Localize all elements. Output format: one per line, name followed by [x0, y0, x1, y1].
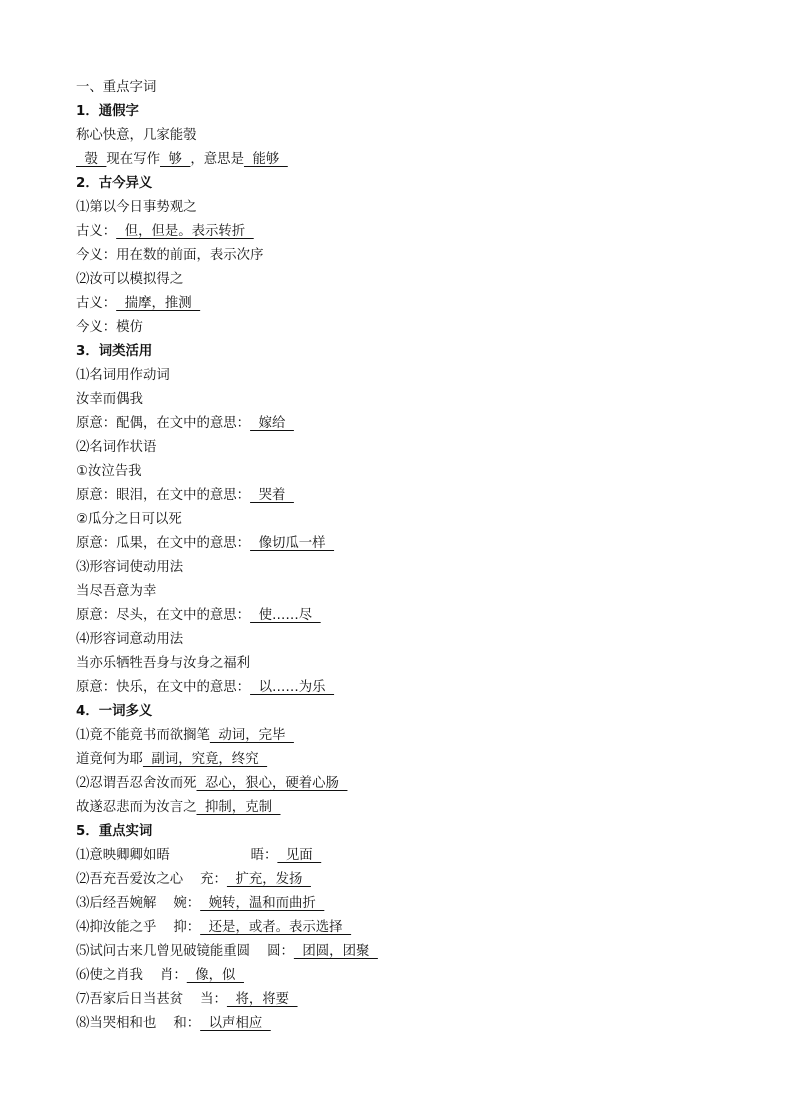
text-line [76, 292, 756, 316]
text-line [76, 964, 756, 988]
answer-blank: 嫁给 [250, 416, 294, 431]
text-segment: 称心快意，几家能彀 [76, 128, 197, 143]
answer-blank: 抑制，克制 [196, 800, 281, 815]
text-segment: 故遂忍悲而为汝言之 [76, 800, 197, 815]
text-segment: 当尽吾意为幸 [76, 584, 157, 599]
answer-blank: 以……为乐 [250, 680, 335, 695]
section-title: 5．重点实词 [76, 824, 153, 839]
text-segment: 当亦乐牺牲吾身与汝身之福利 [76, 656, 251, 671]
section-title: 1．通假字 [76, 104, 139, 119]
text-segment: ②瓜分之日可以死 [76, 512, 182, 527]
text-segment: ⑸试问古来几曾见破镜能重圆 圆： [76, 944, 294, 959]
text-line [76, 868, 756, 892]
text-segment: ⑴意映卿卿如晤 晤： [76, 848, 278, 863]
answer-blank: 扩充，发扬 [226, 872, 311, 887]
answer-blank: 见面 [277, 848, 322, 863]
text-line [76, 580, 756, 604]
text-line [76, 364, 756, 388]
text-segment: ⑵忍谓吾忍舍汝而死 [76, 776, 197, 791]
answer-blank: 以声相应 [200, 1016, 271, 1031]
text-segment: 原意：配偶，在文中的意思： [76, 416, 251, 431]
text-segment: ⑴第以今日事势观之 [76, 200, 197, 215]
text-line [76, 724, 756, 748]
text-segment: 原意：眼泪，在文中的意思： [76, 488, 251, 503]
text-segment: ⑴竟不能竟书而欲搁笔 [76, 728, 210, 743]
answer-blank: 能够 [243, 152, 288, 167]
answer-blank: 使……尽 [250, 608, 321, 623]
text-segment: ⑶后经吾婉解 婉： [76, 896, 201, 911]
answer-blank: 婉转，温和而曲折 [200, 896, 325, 911]
section-title: 3．词类活用 [76, 344, 153, 359]
answer-blank: 揣摩，推测 [116, 296, 201, 311]
text-line [76, 844, 756, 868]
text-line [76, 556, 756, 580]
text-line [76, 652, 756, 676]
text-line [76, 604, 756, 628]
answer-blank: 将，将要 [226, 992, 298, 1007]
text-line [76, 508, 756, 532]
text-line [76, 460, 756, 484]
text-line [76, 316, 756, 340]
text-segment: 汝幸而偶我 [76, 392, 143, 407]
text-line [76, 124, 756, 148]
text-segment: 今义：模仿 [76, 320, 143, 335]
answer-blank: 团圆，团聚 [293, 944, 378, 959]
text-line [76, 892, 756, 916]
text-line [76, 388, 756, 412]
answer-blank: 忍心，狠心，硬着心肠 [196, 776, 348, 791]
text-segment: 今义：用在数的前面，表示次序 [76, 248, 264, 263]
text-segment: ⑺吾家后日当甚贫 当： [76, 992, 227, 1007]
text-segment: ⑵名词作状语 [76, 440, 157, 455]
text-line [76, 916, 756, 940]
answer-blank: 像，似 [186, 968, 244, 983]
text-line [76, 436, 756, 460]
section-title: 2．古今异义 [76, 176, 153, 191]
answer-blank: 动词，完毕 [209, 728, 294, 743]
text-segment: ①汝泣告我 [76, 464, 142, 479]
text-segment: ⑶形容词使动用法 [76, 560, 184, 575]
text-segment: ⑹使之肖我 肖： [76, 968, 187, 983]
text-line [76, 940, 756, 964]
document-heading: 一、重点字词 [76, 80, 157, 95]
text-line [76, 196, 756, 220]
text-line [76, 268, 756, 292]
text-segment: 原意：尽头，在文中的意思： [76, 608, 251, 623]
document-body [76, 76, 756, 1036]
answer-blank: 够 [159, 152, 191, 167]
text-line [76, 532, 756, 556]
text-line [76, 412, 756, 436]
answer-blank: 哭着 [250, 488, 294, 503]
text-segment: ⑷形容词意动用法 [76, 632, 184, 647]
text-segment: 道竟何为耶 [76, 752, 143, 767]
text-segment: ⑵汝可以模拟得之 [76, 272, 184, 287]
text-segment: ，意思是 [190, 152, 244, 167]
text-line [76, 628, 756, 652]
text-line [76, 748, 756, 772]
text-segment: ⑷抑汝能之乎 抑： [76, 920, 201, 935]
text-segment: 原意：瓜果，在文中的意思： [76, 536, 251, 551]
text-line [76, 484, 756, 508]
text-line [76, 220, 756, 244]
section-title: 4．一词多义 [76, 704, 153, 719]
text-segment: ⑵吾充吾爱汝之心 充： [76, 872, 227, 887]
text-segment: 原意：快乐，在文中的意思： [76, 680, 251, 695]
text-segment: 古义： [76, 296, 117, 311]
answer-blank: 副词，究竟，终究 [142, 752, 268, 767]
text-line [76, 772, 756, 796]
text-line [76, 796, 756, 820]
text-segment: ⑴名词用作动词 [76, 368, 170, 383]
answer-blank: 像切瓜一样 [250, 536, 335, 551]
text-line [76, 988, 756, 1012]
text-line [76, 676, 756, 700]
answer-blank: 还是，或者。表示选择 [200, 920, 352, 935]
text-segment: 古义： [76, 224, 117, 239]
text-line [76, 1012, 756, 1036]
text-line [76, 244, 756, 268]
text-segment: 现在写作 [106, 152, 160, 167]
answer-blank: 彀 [76, 152, 107, 167]
text-segment: ⑻当哭相和也 和： [76, 1016, 201, 1031]
text-line [76, 148, 756, 172]
answer-blank: 但，但是。表示转折 [116, 224, 254, 239]
